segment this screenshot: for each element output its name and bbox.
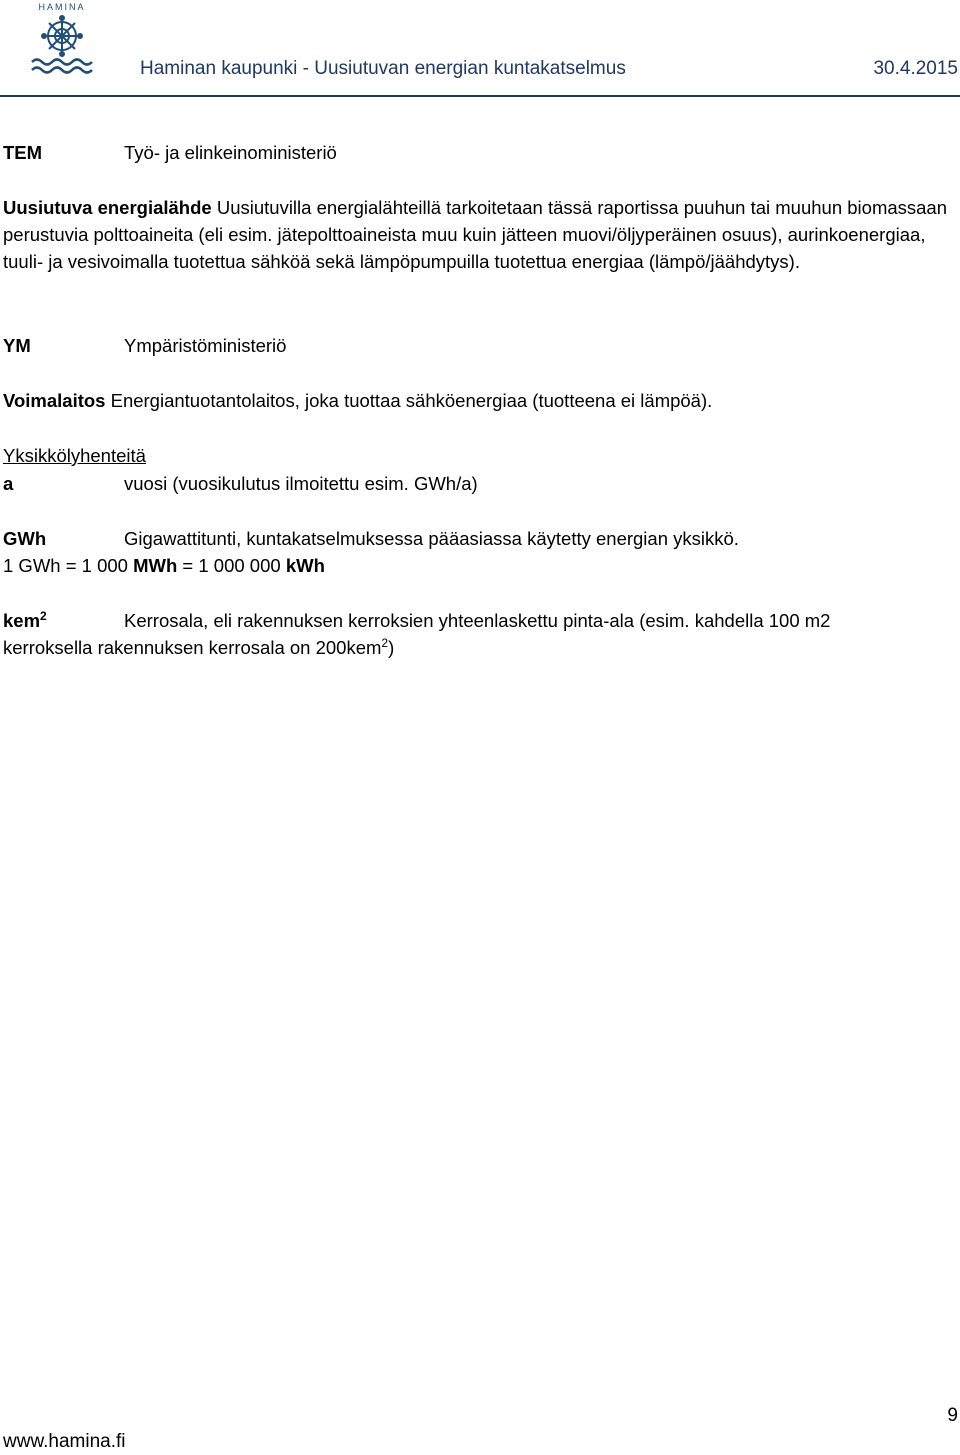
footer-url[interactable]: www.hamina.fi — [3, 1431, 126, 1452]
term-gwh: GWh — [3, 528, 47, 549]
definition-kem: Kerrosala, eli rakennuksen kerroksien yhteenlaskettu pinta-ala (esim. kahdella 100 m2 — [124, 610, 831, 631]
term-voimalaitos: Voimalaitos — [3, 390, 106, 411]
definition-renewable — [3, 194, 948, 275]
logo-wordmark: HAMINA — [38, 2, 86, 12]
definition-voimalaitos — [3, 387, 712, 414]
conversion-kwh: kWh — [285, 555, 325, 576]
definition-kem-line2 — [3, 634, 394, 661]
conversion-mwh: MWh — [133, 555, 178, 576]
page-number: 9 — [947, 1405, 958, 1426]
definition-gwh: Gigawattitunti, kuntakatselmuksessa pääasiassa käytetty energian yksikkö. — [124, 528, 739, 549]
conversion-part-2: = 1 000 000 — [177, 555, 286, 576]
header-date: 30.4.2015 — [873, 58, 958, 79]
term-renewable: Uusiutuva energialähde — [3, 197, 212, 218]
hamina-logo — [30, 2, 94, 76]
hamina-crest-icon — [30, 12, 94, 74]
kem-line2-sup: 2 — [381, 635, 389, 650]
term-kem — [3, 607, 47, 634]
term-ym: YM — [3, 335, 31, 356]
definition-tem: Työ- ja elinkeinoministeriö — [124, 142, 337, 163]
term-a: a — [3, 473, 14, 494]
header-title: Haminan kaupunki - Uusiutuvan energian kuntakatselmus — [140, 58, 626, 79]
units-heading: Yksikkölyhenteitä — [3, 445, 146, 466]
term-tem: TEM — [3, 142, 43, 163]
unit-conversion — [3, 552, 325, 579]
definition-ym: Ympäristöministeriö — [124, 335, 287, 356]
kem-line2-text: kerroksella rakennuksen kerrosala on 200kem — [3, 637, 382, 658]
definition-a: vuosi (vuosikulutus ilmoitettu esim. GWh/a) — [124, 473, 478, 494]
kem-line2-end: ) — [388, 637, 395, 658]
definition-voimalaitos-text: Energiantuotantolaitos, joka tuottaa sähköenergiaa (tuotteena ei lämpöä). — [105, 390, 713, 411]
definition-renewable-text: Uusiutuvilla energialähteillä tarkoitetaan tässä raportissa puuhun tai muuhun biomassaan perustuvia polttoaineita (eli esim. jätepolttoaineista muu kuin jätteen muovi/öljyperäinen osuus), aurinkoenergiaa, tuuli- ja vesivoimalla tuotettua sähköä sekä lämpöpumpuilla tuotettua energiaa (lämpö/jäähdytys). — [3, 197, 948, 272]
header-divider — [0, 95, 960, 97]
conversion-part-1: 1 GWh = 1 000 — [3, 555, 134, 576]
term-kem-text: kem — [3, 610, 41, 631]
term-kem-sup: 2 — [40, 608, 47, 623]
